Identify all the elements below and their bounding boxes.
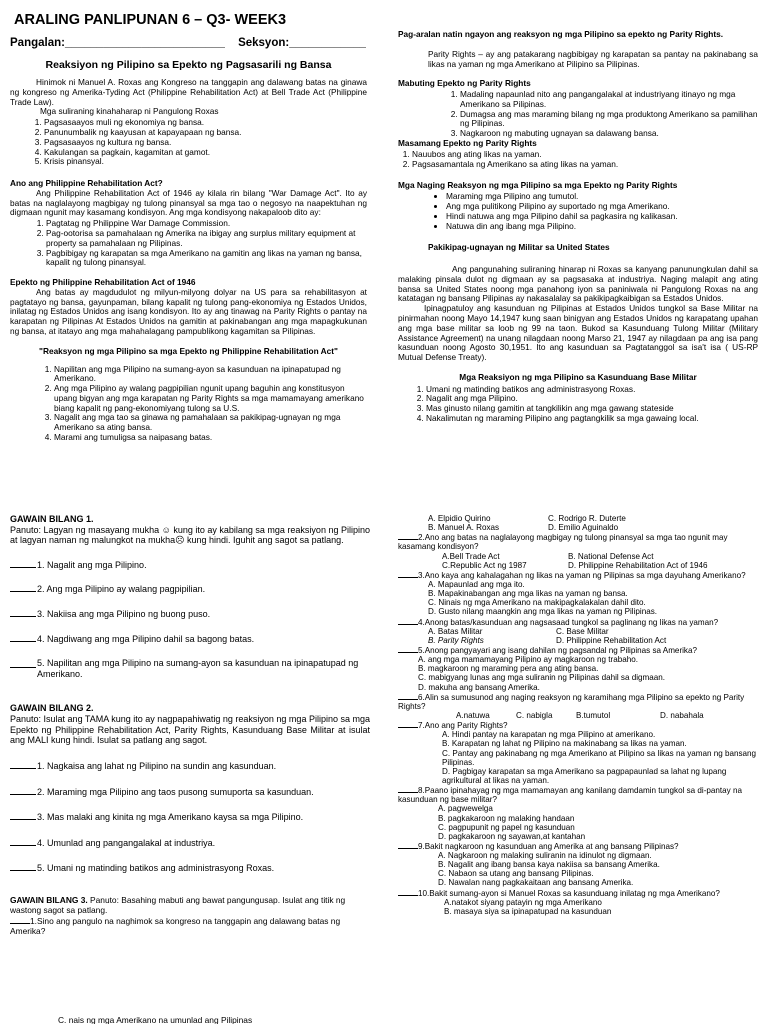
parity-definition: Parity Rights – ay ang patakarang nagbibigay ng karapatan sa pantay na pakinabang sa likas na yaman ng mga Amerikano at Pilipino sa Pilipinas. (428, 48, 758, 69)
question-text: 8.Paano ipinahayag ng mga mamamayan ang kanilang damdamin tungkol sa di-pantay na kasunduan ng base militar? (398, 786, 742, 805)
option: C. pagpupunit ng papel ng kasunduan (438, 822, 575, 832)
option: D. Philippine Rehabilitation Act of 1946 (568, 560, 708, 570)
mabuting-list (398, 90, 758, 139)
option: C. Base Militar (556, 626, 609, 636)
intro-paragraph: Hinimok ni Manuel A. Roxas ang Kongreso na tanggapin ang dalawang batas na ginawa ng kongreso ng Amerika-Tyding Act (Philippine Rehabilitation Act) at Bell Trade Act (Philippine Trade Law). (10, 77, 367, 107)
q10-options (398, 898, 760, 916)
option: A.natuwa (456, 710, 490, 720)
naging-list (398, 192, 758, 231)
name-label: Pangalan:_________________________ (10, 37, 225, 50)
option: D. Emilio Aguinaldo (548, 523, 619, 533)
name-section-row (10, 37, 367, 51)
q6-options (398, 711, 760, 720)
gawain2-item (10, 838, 370, 849)
list-item: 3. Pagsasaayos ng kultura ng bansa. (44, 138, 367, 148)
option: C. Nabaon sa utang ang bansang Pilipinas. (438, 869, 594, 879)
list-item: 1. Napilitan ang mga Pilipino na sumang-ayon sa kasunduan na ipinapatupad ng Amerikano. (54, 365, 367, 385)
question-text: 9.Bakit nagkaroon ng kasunduan ang Amerika at ang bansang Pilipinas? (418, 841, 679, 851)
gawain1-item (10, 658, 370, 679)
gawain3-instructions: Panuto: Basahing mabuti ang bawat pangungusap. Isulat ang titik ng wastong sagot sa patlang. (10, 894, 346, 915)
militar-paragraph-2: Ipinagpatuloy ang kasunduan ng Pilipinas at Estados Unidos tungkol sa Base Militar na pinirmahan noong Mayo 14,1947 kung saan binigyan ang Estados Unidos ng karapatang upahan ang mga base militar sa loob ng 99 na taon. Bukod sa Kasunduang Tulong Militar (Military Assistance Agreement) na unang nilagdaan noong Marso 21, 1947 ay nilagdaan pa ang isa pang kasunduan noong Agosto 30,1951. Ito ang kasunduan sa Pagtatanggol sa isa't isa ( US-RP Mutual Defense Treaty). (398, 303, 758, 363)
list-item: • Maraming mga Pilipino ang tumutol. (446, 192, 758, 202)
option: B. masaya siya sa ipinapatupad na kasunduan (444, 906, 612, 916)
gawain3-block (10, 896, 370, 916)
answer-blank[interactable] (10, 819, 36, 820)
question-8 (398, 786, 760, 804)
option: A. Nagkaroon ng malaking suliranin na idinulot ng digmaan. (438, 851, 652, 861)
gawain1-item (10, 609, 370, 620)
option: A. Hindi pantay na karapatan ng mga Pilipino at amerikano. (442, 730, 656, 740)
q2-options (398, 552, 760, 570)
question-7 (398, 721, 760, 730)
option: D. Pagbigay karapatan sa mga Amerikano sa pagpapaunlad sa lahat ng lupang agrikultural at likas na yaman. (442, 766, 727, 785)
answer-blank[interactable] (398, 577, 418, 578)
list-item: 3. Nagalit ang mga tao sa ginawa ng pamahalaan sa pakikipag-ugnayan ng mga Amerikano sa ating bansa. (54, 413, 367, 433)
option: B.tumutol (576, 710, 611, 720)
answer-blank[interactable] (10, 658, 36, 668)
option: B. National Defense Act (568, 551, 654, 561)
gawain1-item (10, 584, 370, 595)
question-10 (398, 889, 760, 898)
q5-options (398, 655, 760, 692)
question-2 (398, 533, 760, 551)
option: C. mabigyang lunas ang mga suliranin ng Pilipinas dahil sa digmaan. (418, 673, 666, 683)
option: A.Bell Trade Act (442, 551, 500, 561)
bottom-right-column (398, 514, 760, 1024)
answer-blank[interactable] (10, 845, 36, 846)
option: D. pagkakaroon ng sayawan,at kantahan (438, 831, 586, 841)
option: B. pagkakaroon ng malaking handaan (438, 813, 575, 823)
rehab-paragraph: Ang Philippine Rehabilitation Act of 1946 ay kilala rin bilang "War Damage Act". Ito ay batas na naglalayong magbigay ng tulong pinansyal sa mga tao o negosyo na naapektuhan ng digmaan ngunit may kasamang kondisyon. Ang mga kondisyong nakapaloob dito ay: (10, 187, 367, 218)
item-text: 4. Nagdiwang ang mga Pilipino dahil sa bagong batas. (37, 633, 255, 644)
gawain2-heading: GAWAIN BILANG 2. (10, 703, 94, 714)
list-item: 2. Panunumbalik ng kaayusan at kapayapaan ng bansa. (44, 128, 367, 138)
list-item: 4. Kakulangan sa pagkain, kagamitan at gamot. (44, 148, 367, 158)
answer-blank[interactable] (398, 624, 418, 625)
list-item: • Natuwa din ang ibang mga Pilipino. (446, 222, 758, 232)
answer-blank[interactable] (398, 652, 418, 653)
list-item: 2. Pagsasamantala ng Amerikano sa ating likas na yaman. (412, 160, 758, 170)
mabuting-heading: Mabuting Epekto ng Parity Rights (398, 78, 531, 89)
q4-options (398, 627, 760, 645)
g3-question-1 (10, 917, 370, 937)
worksheet-title: ARALING PANLIPUNAN 6 – Q3- WEEK3 (14, 12, 287, 28)
answer-blank[interactable] (10, 870, 36, 871)
question-text: 1.Sino ang pangulo na naghimok sa kongreso na tanggapin ang dalawang batas ng Amerika? (10, 915, 341, 936)
gawain2-item (10, 761, 370, 772)
masamang-heading: Masamang Epekto ng Parity Rights (398, 138, 537, 149)
gawain2-item (10, 863, 370, 874)
top-right-column (398, 30, 758, 478)
question-text: 5.Anong pangyayari ang isang dahilan ng pagsandal ng Pilipinas sa Amerika? (418, 645, 697, 655)
gawain2-item (10, 787, 370, 798)
item-text: 3. Nakiisa ang mga Pilipino ng buong puso. (37, 609, 211, 620)
q3-options (398, 580, 760, 617)
answer-blank[interactable] (10, 641, 36, 642)
list-item: 3. Pagbibigay ng karapatan sa mga Amerikano na gamitin ang likas na yaman ng bansa, kapalit ng tulong pinansyal. (46, 249, 367, 269)
q7-options (398, 730, 760, 785)
epekto-heading: Epekto ng Philippine Rehabilitation Act of 1946 (10, 277, 196, 288)
option: D. Nawalan nang pagkakaitaan ang bansang Amerika. (438, 878, 634, 888)
epekto-paragraph: Ang batas ay magdudulot ng milyun-milyong dolyar na US para sa rehabilitasyon at pagtatayo ng bansa, gayunpaman, bilang kapalit ng tulong pang-ekonomiya ng Estados Unidos, inilatag ng Estados Unidos ang isang kondisyon. Ito ay ang tinawag na Parity Rights o pantay na karapatan ng Pilipinas At Estados Unidos na gamitin at pakinabangan ang mga mapagkukunan ng bansa, at itatayo ang mga mahahalagang pampublikong kagamitan sa Pilipinas. (10, 286, 367, 337)
answer-blank[interactable] (10, 591, 36, 592)
item-text: 4. Umunlad ang pangangalakal at industriya. (37, 837, 216, 848)
q1-options (398, 514, 760, 532)
option: A. pagwewelga (438, 804, 493, 814)
question-text: 2.Ano ang batas na naglalayong magbigay ng tulong pinansyal sa mga tao ngunit may kasamang kondisyon? (398, 533, 728, 552)
gawain1-item (10, 560, 370, 571)
option: A. ang mga mamamayang Pilipino ay magkaroon ng trabaho. (418, 655, 639, 665)
question-6 (398, 693, 760, 711)
bottom-left-column (10, 514, 370, 1024)
question-3 (398, 571, 760, 580)
list-item: 4. Nakalimutan ng maraming Pilipino ang pagtangkilik sa mga gawaing local. (426, 414, 758, 424)
question-9 (398, 842, 760, 851)
gawain2-item (10, 812, 370, 823)
question-text: 4.Anong batas/kasunduan ang nagsasaad tungkol sa paglinang ng likas na yaman? (418, 617, 719, 627)
list-item: 1. Madaling napaunlad nito ang pangangalakal at industriyang itinayo ng mga Amerikano sa Pilipinas. (460, 90, 758, 110)
item-text: 5. Umani ng matinding batikos ang administrasyong Roxas. (37, 863, 275, 874)
list-item: 1. Pagsasaayos muli ng ekonomiya ng bansa. (44, 118, 367, 128)
list-item: 4. Marami ang tumuligsa sa naipasang batas. (54, 433, 367, 443)
masamang-list (398, 150, 758, 170)
rehab-list (10, 219, 367, 268)
gawain1-instructions: Panuto: Lagyan ng masayang mukha ☺ kung ito ay kabilang sa mga reaksiyon ng Pilipino at lagyan naman ng malungkot na mukha☹ kung hindi. Iguhit ang sagot sa patlang. (10, 524, 370, 546)
answer-blank[interactable] (398, 699, 418, 700)
item-text: 5. Napilitan ang mga Pilipino na sumang-ayon sa kasunduan na ipinapatupad ng Amerikano. (37, 658, 359, 679)
question-text: 6.Alin sa sumusunod ang naging reaksyon ng karamihang mga Pilipino sa epekto ng Parity Rights? (398, 692, 745, 711)
option: B. Manuel A. Roxas (428, 523, 500, 533)
list-item: 1. Umani ng matinding batikos ang administrasyong Roxas. (426, 385, 758, 395)
answer-blank[interactable] (398, 727, 418, 728)
option: B. Nagalit ang ibang bansa kaya nakiisa sa bansang Amerika. (438, 860, 660, 870)
option: C.Republic Act ng 1987 (442, 560, 527, 570)
option: C. Pantay ang pakinabang ng mga Amerikano at Pilipino sa likas na yaman ng bansang Pilipinas. (442, 748, 757, 767)
question-text: 3.Ano kaya ang kahalagahan ng likas na yaman ng Pilipinas sa mga dayuhang Amerikano? (418, 570, 746, 580)
option: A. Batas Militar (428, 626, 483, 636)
option: D. Gusto nilang maangkin ang mga likas na yaman ng Pilipinas. (428, 607, 658, 617)
option: A. Elpidio Quirino (428, 514, 491, 523)
list-item: 1. Nauubos ang ating likas na yaman. (412, 150, 758, 160)
option: C. nabigla (516, 710, 553, 720)
list-item: • Hindi natuwa ang mga Pilipino dahil sa pagkasira ng kalikasan. (446, 212, 758, 222)
bottom-cut-text: C. nais ng mga Amerikano na umunlad ang Pilipinas (58, 1015, 253, 1024)
option: A.natakot siyang patayin ng mga Amerikano (444, 897, 602, 907)
parity-intro: Pag-aralan natin ngayon ang reaksyon ng mga Pilipino sa epekto ng Parity Rights. (398, 30, 724, 39)
option: D. makuha ang bansang Amerika. (418, 682, 540, 692)
option: A. Mapaunlad ang mga ito. (428, 579, 525, 589)
top-left-column (10, 12, 367, 488)
list-item: 2. Dumagsa ang mas maraming bilang ng mga produktong Amerikano sa pamilihan ng Pilipinas. (460, 110, 758, 130)
question-text: 10.Bakit sumang-ayon si Manuel Roxas sa kasunduang inilatag ng mga Amerikano? (418, 888, 720, 898)
reaksyon-heading: "Reaksyon ng mga Pilipino sa mga Epekto ng Philippine Rehabilitation Act" (39, 345, 338, 356)
option: C. Rodrigo R. Duterte (548, 514, 626, 523)
answer-blank[interactable] (398, 539, 418, 540)
base-militar-heading: Mga Reaksiyon ng mga Pilipino sa Kasunduang Base Militar (459, 371, 697, 382)
list-item: 2. Pag-ootorisa sa pamahalaan ng Amerika na ibigay ang surplus military equipment at property sa pamahalaan ng Pilipinas. (46, 229, 367, 249)
list-item: • Ang mga pulitikong Pilipino ay suportado ng mga Amerikano. (446, 202, 758, 212)
q8-options (398, 804, 760, 841)
item-text: 1. Nagkaisa ang lahat ng Pilipino na sundin ang kasunduan. (37, 760, 277, 771)
item-text: 2. Maraming mga Pilipino ang taos pusong sumuporta sa kasunduan. (37, 786, 314, 797)
gawain1-item (10, 634, 370, 645)
option: B. Parity Rights (428, 635, 484, 645)
intro-list-label: Mga suliraning kinahaharap ni Pangulong Roxas (40, 106, 219, 117)
list-item: 2. Ang mga Pilipino ay walang pagpipilian ngunit upang baguhin ang konstitusyon upang bigyan ang mga karapatan ng Parity Rights sa mga mamamayang amerikano biang kapalit ng pang-ekonomiyang tulong sa U.S. (54, 384, 367, 413)
answer-blank[interactable] (10, 794, 36, 795)
option: B. magkaroon ng maraming pera ang ating bansa. (418, 664, 599, 674)
option: B. Karapatan ng lahat ng Pilipino na makinabang sa likas na yaman. (442, 739, 687, 749)
rehab-heading: Ano ang Philippine Rehabilitation Act? (10, 178, 163, 189)
base-militar-list (398, 385, 758, 424)
q9-options (398, 851, 760, 888)
option: D. nabahala (660, 710, 704, 720)
question-5 (398, 646, 760, 655)
option: B. Mapakinabangan ang mga likas na yaman ng bansa. (428, 589, 628, 599)
question-text: 7.Ano ang Parity Rights? (418, 721, 508, 731)
item-text: 3. Mas malaki ang kinita ng mga Amerikano kaysa sa mga Pilipino. (37, 812, 304, 823)
item-text: 1. Nagalit ang mga Pilipino. (37, 559, 147, 570)
answer-blank[interactable] (10, 923, 30, 924)
answer-blank[interactable] (10, 768, 36, 769)
answer-blank[interactable] (398, 848, 418, 849)
question-4 (398, 618, 760, 627)
gawain1-heading: GAWAIN BILANG 1. (10, 514, 94, 524)
answer-blank[interactable] (398, 895, 418, 896)
gawain2-instructions: Panuto: Isulat ang TAMA kung ito ay nagpapahiwatig ng reaksiyon ng mga Pilipino sa mga Epekto ng Philippine Rehabilitation Act, Parity Rights, Kasunduang Base Militar at isulat ang MALI kung hindi. Isulat sa patlang ang sagot. (10, 714, 370, 746)
option: D. Philippine Rehabilitation Act (556, 635, 667, 645)
list-item: 3. Nagkaroon ng mabuting ugnayan sa dalawang bansa. (460, 129, 758, 139)
list-item: 5. Krisis pinansyal. (44, 157, 367, 167)
item-text: 2. Ang mga Pilipino ay walang pagpipilian. (37, 584, 206, 595)
answer-blank[interactable] (10, 567, 36, 568)
militar-paragraph-1: Ang pangunahing suliraning hinarap ni Roxas sa kanyang panunungkulan dahil sa malaking pinsala dulot ng digmaan ay sa pagsasaka at industriya. Naging malapit ang ating bansa sa United States noong mga panahong iyon sa paniniwala ni Pangulong Roxas na ang katatagan ng bansang Pilipinas ay nakasalalay sa pakikipagkaibigan sa Estados Unidos. (398, 264, 758, 304)
naging-heading: Mga Naging Reaksyon ng mga Pilipino sa mga Epekto ng Parity Rights (398, 180, 678, 191)
gawain3-heading: GAWAIN BILANG 3. (10, 894, 88, 905)
section-label: Seksyon:____________ (238, 37, 366, 50)
intro-list (10, 118, 367, 167)
militar-heading: Pakikipag-ugnayan ng Militar sa United States (428, 242, 610, 253)
answer-blank[interactable] (10, 616, 36, 617)
list-item: 1. Pagtatag ng Philippine War Damage Commission. (46, 219, 367, 229)
answer-blank[interactable] (398, 792, 418, 793)
reaksyon-list (10, 365, 367, 443)
option: C. Ninais ng mga Amerikano na makipagkalakalan dahil dito. (428, 598, 646, 608)
list-item: 3. Mas ginusto nilang gamitin at tangkilikin ang mga gawang stateside (426, 404, 758, 414)
lesson-subtitle: Reaksiyon ng Pilipino sa Epekto ng Pagsasarili ng Bansa (45, 58, 332, 71)
list-item: 2. Nagalit ang mga Pilipino. (426, 394, 758, 404)
